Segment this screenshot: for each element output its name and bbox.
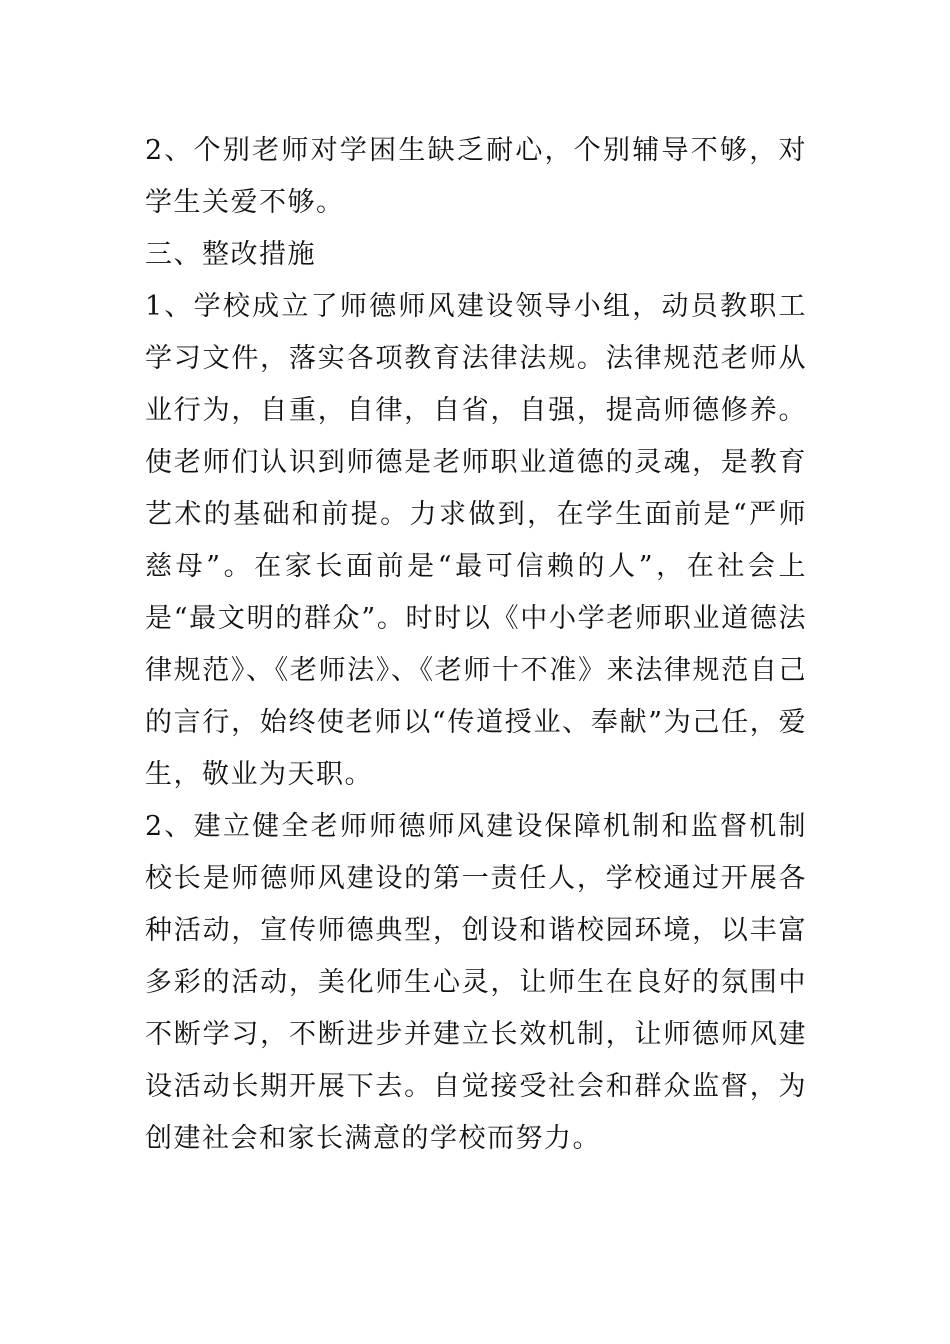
document-body <box>145 125 807 1165</box>
paragraph-problem-2: 2、个别老师对学困生缺乏耐心，个别辅导不够，对学生关爱不够。 <box>145 135 807 218</box>
section-heading-rectification: 三、整改措施 <box>145 239 316 270</box>
paragraph-measure-1: 1、学校成立了师德师风建设领导小组，动员教职工学习文件，落实各项教育法律法规。法律规范老师从业行为，自重，自律，自省，自强，提高师德修养。使老师们认识到师德是老师职业道德的灵魂，是教育艺术的基础和前提。力求做到，在学生面前是“严师慈母”。在家长面前是“最可信赖的人”，在社会上是“最文明的群众”。时时以《中小学老师职业道德法律规范》、《老师法》、《老师十不准》来法律规范自己的言行，始终使老师以“传道授业、奉献”为己任，爱生，敬业为天职。 <box>145 291 807 790</box>
paragraph-measure-2: 2、建立健全老师师德师风建设保障机制和监督机制校长是师德师风建设的第一责任人，学校通过开展各种活动，宣传师德典型，创设和谐校园环境，以丰富多彩的活动，美化师生心灵，让师生在良好的氛围中不断学习，不断进步并建立长效机制，让师德师风建设活动长期开展下去。自觉接受社会和群众监督，为创建社会和家长满意的学校而努力。 <box>145 811 807 1154</box>
